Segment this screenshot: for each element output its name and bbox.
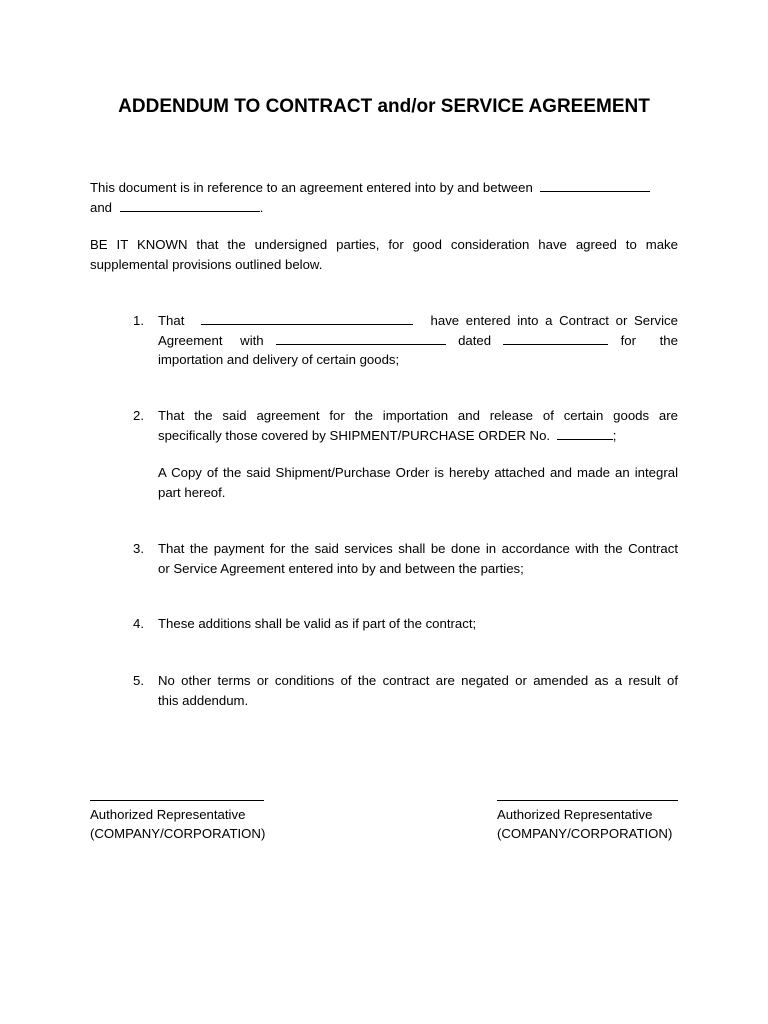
- signature-entity: (COMPANY/CORPORATION): [90, 826, 266, 841]
- list-item-3: [133, 539, 678, 578]
- signature-role: Authorized Representative: [90, 807, 246, 822]
- item-2-line-1: That the said agreement for the importation and release of certain goods are: [158, 408, 678, 423]
- spacer: [158, 445, 678, 463]
- intro-line-2: [90, 198, 678, 218]
- list-item-1: [133, 311, 678, 370]
- signature-role: Authorized Representative: [497, 807, 653, 822]
- item-2-line-2-text: specifically those covered by SHIPMENT/PURCHASE ORDER No.: [158, 427, 551, 443]
- item-1-date-blank: [503, 331, 608, 345]
- item-5-line-2: this addendum.: [158, 692, 249, 708]
- item-body: [158, 671, 678, 710]
- signature-block-right: [497, 800, 678, 843]
- item-body: [158, 311, 678, 370]
- item-body: [158, 539, 678, 578]
- item-2-semicolon: ;: [612, 427, 617, 443]
- signature-line: [497, 800, 678, 801]
- item-1-party-blank: [201, 311, 413, 325]
- signature-entity: (COMPANY/CORPORATION): [497, 826, 673, 841]
- item-number: 2.: [133, 408, 144, 423]
- document-title: ADDENDUM TO CONTRACT and/or SERVICE AGREEMENT: [118, 96, 650, 117]
- item-1-part1: have entered into a Contract or Service: [430, 313, 678, 328]
- item-3-line-1: That the payment for the said services shall be done in accordance with the Contract: [158, 541, 678, 556]
- item-body: [158, 406, 678, 502]
- intro-line-1: [90, 178, 678, 198]
- item-2-sub-line-1: A Copy of the said Shipment/Purchase Order is hereby attached and made an integral: [158, 465, 678, 480]
- item-1-line-1: [158, 311, 678, 331]
- list-item-5: [133, 671, 678, 710]
- party-two-blank: [120, 198, 260, 212]
- item-1-line-3: importation and delivery of certain goods;: [158, 352, 400, 367]
- known-line-2: supplemental provisions outlined below.: [90, 256, 323, 272]
- item-1-that: That: [158, 313, 185, 328]
- item-2-line-2: [158, 426, 678, 446]
- item-1-for-the: for the: [620, 332, 678, 348]
- item-body: [158, 614, 678, 634]
- list-item-2: [133, 406, 678, 502]
- intro-and-label: and: [90, 199, 113, 215]
- item-3-line-2: or Service Agreement entered into by and between the parties;: [158, 560, 524, 576]
- item-number: 1.: [133, 313, 144, 328]
- item-5-line-1: No other terms or conditions of the contract are negated or amended as a result of: [158, 673, 678, 688]
- known-line-1: BE IT KNOWN that the undersigned parties, for good consideration have agreed to make: [90, 237, 678, 252]
- item-number: 3.: [133, 541, 144, 556]
- item-4-line-1: These additions shall be valid as if part of the contract;: [158, 616, 477, 631]
- party-one-blank: [540, 178, 650, 192]
- item-1-agreement-with: Agreement with: [158, 332, 264, 348]
- intro-period: .: [259, 199, 264, 215]
- item-1-line-2: [158, 331, 678, 351]
- item-number: 5.: [133, 673, 144, 688]
- intro-paragraph: [90, 178, 678, 217]
- signature-line: [90, 800, 264, 801]
- list-item-4: [133, 614, 678, 634]
- purchase-order-blank: [557, 426, 613, 440]
- intro-text: This document is in reference to an agreement entered into by and between: [90, 180, 533, 195]
- item-2-sub-line-2: part hereof.: [158, 484, 226, 500]
- signature-block-left: [90, 800, 264, 843]
- be-it-known-paragraph: [90, 235, 678, 274]
- item-1-with-blank: [276, 331, 446, 345]
- item-number: 4.: [133, 616, 144, 631]
- item-1-dated: dated: [458, 332, 492, 348]
